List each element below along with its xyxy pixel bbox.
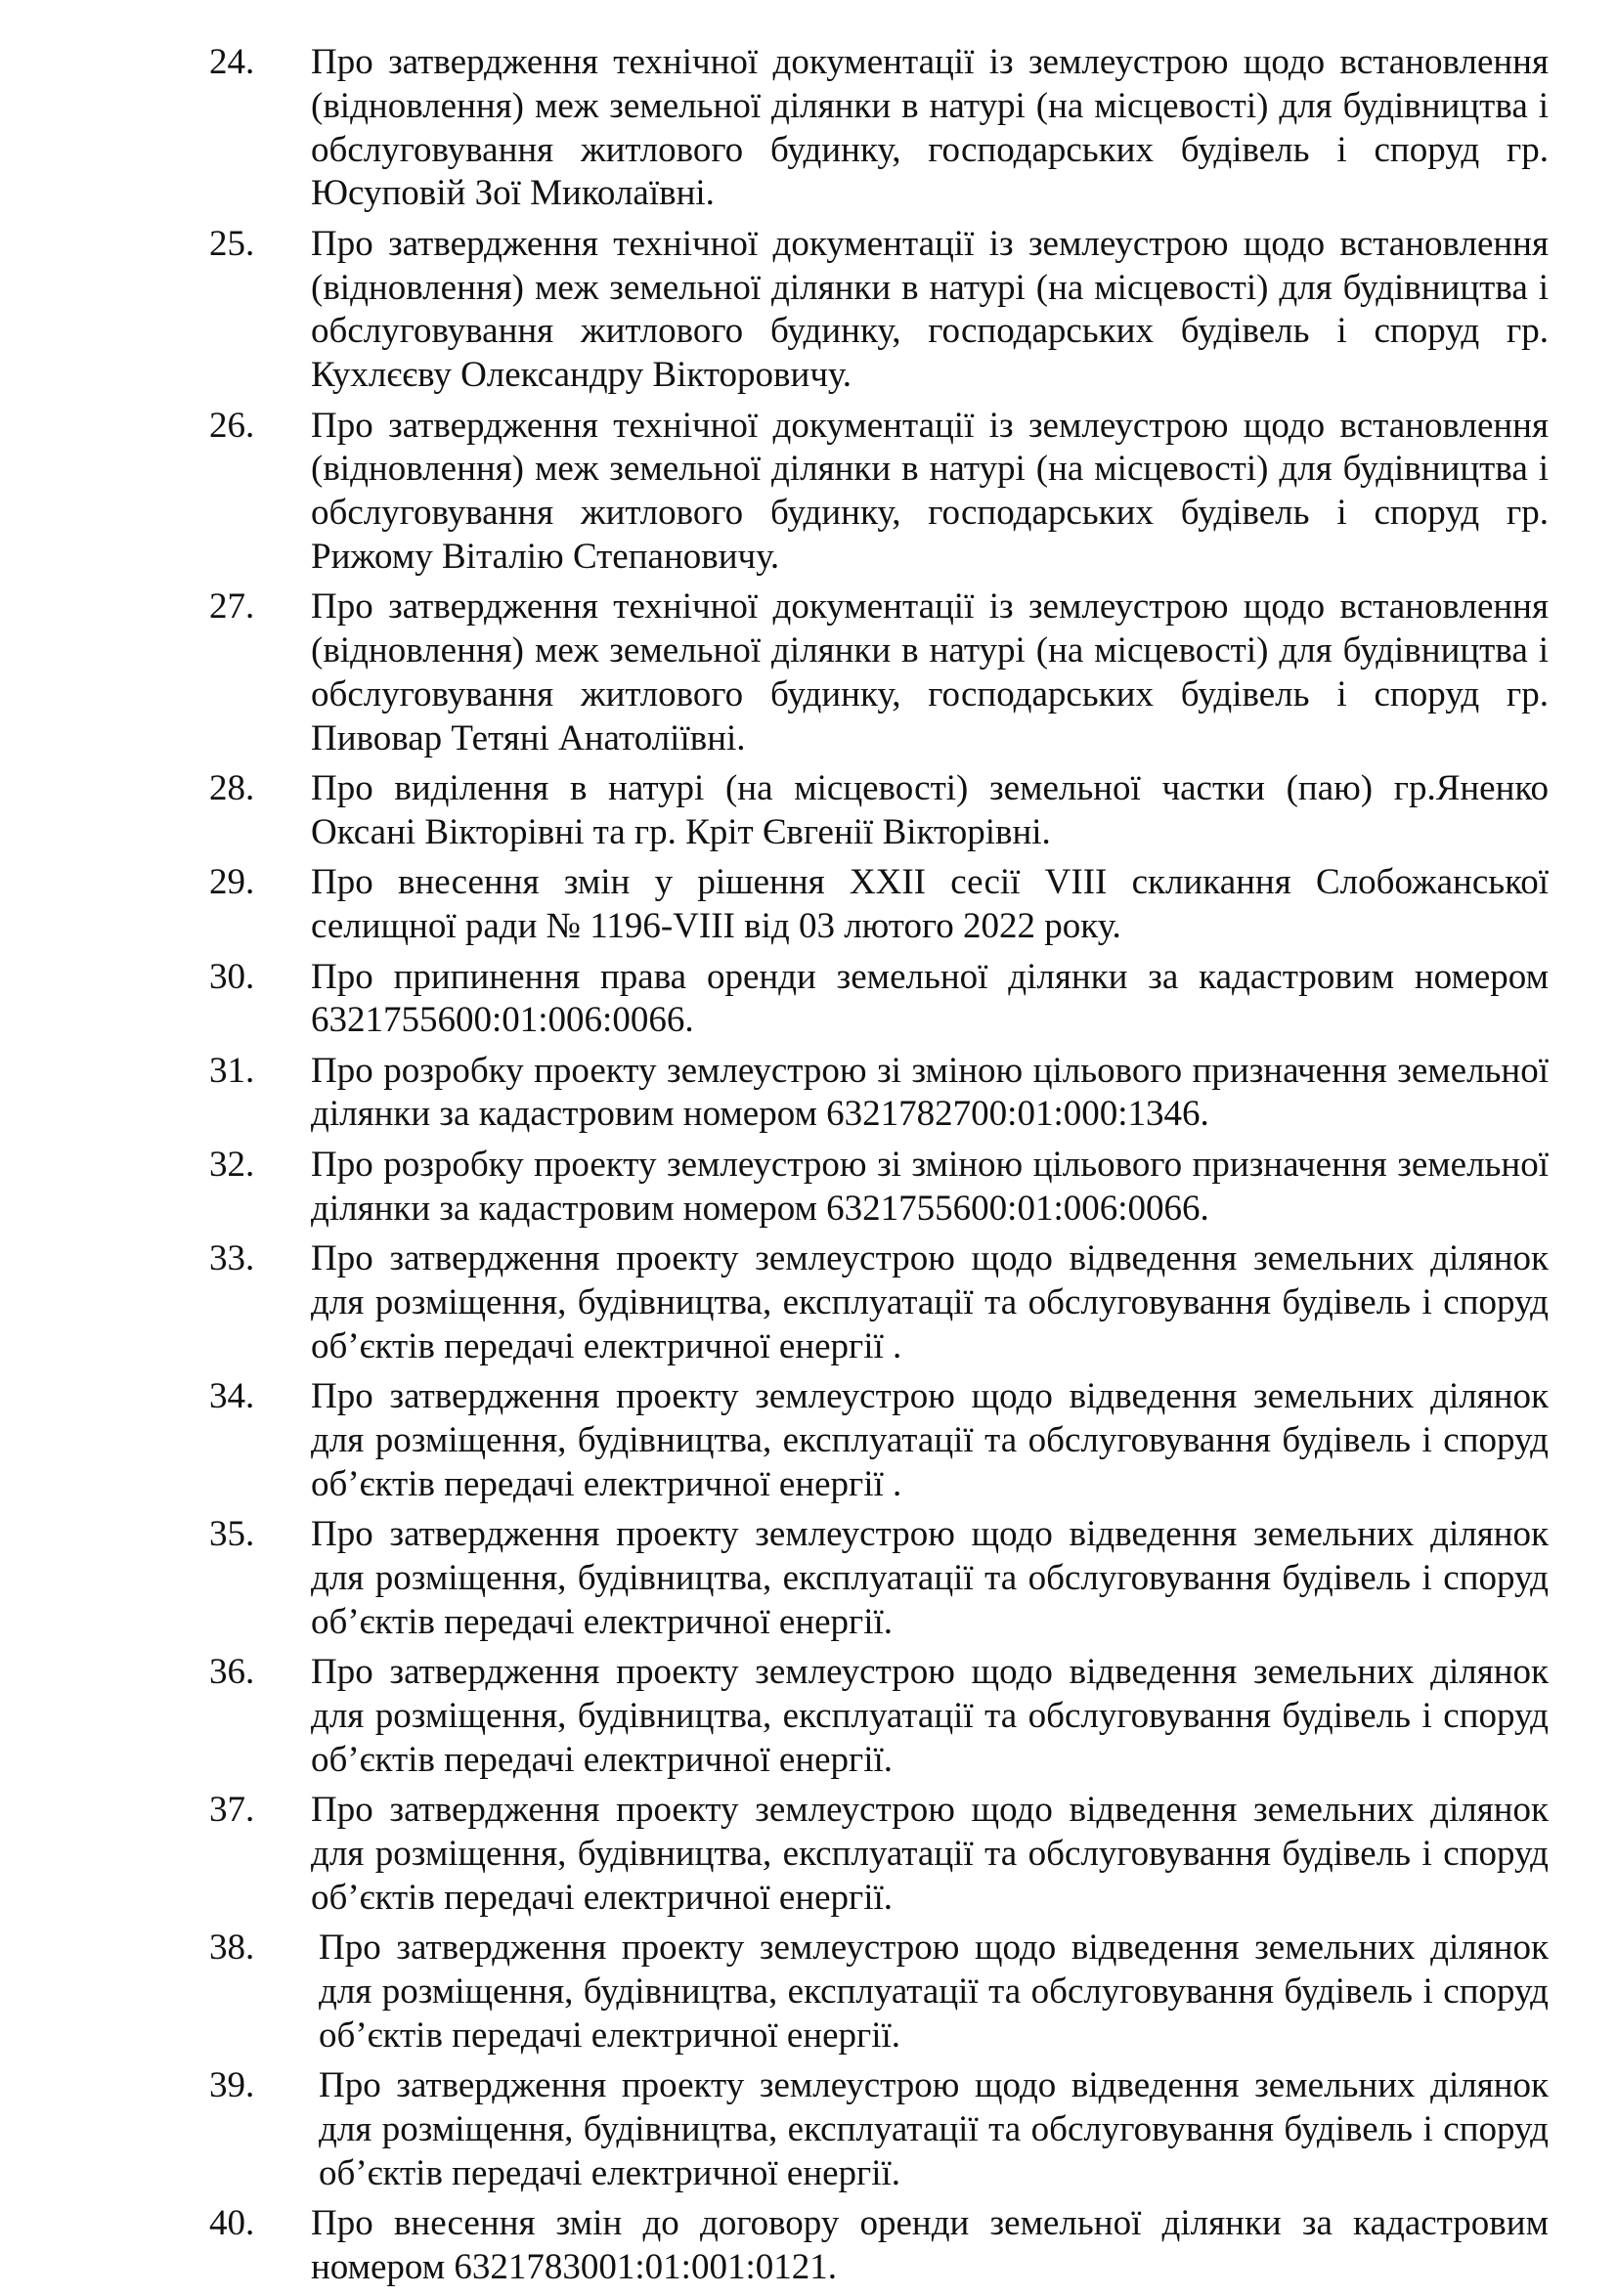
item-text: Про затвердження проекту землеустрою щодо відведення земельних ділянок для розміщення, будівництва, експлуатації та обслуговування будівель і споруд об’єктів передачі електричної енергії .: [311, 1376, 1549, 1504]
item-number: 38.: [209, 1927, 255, 1968]
item-number: 36.: [209, 1652, 255, 1693]
item-number: 34.: [209, 1376, 255, 1417]
item-number: 25.: [209, 223, 255, 264]
item-number: 30.: [209, 956, 255, 997]
item-text: Про затвердження технічної документації із землеустрою щодо встановлення (відновлення) меж земельної ділянки в натурі (на місцевості) для будівництва і обслуговування житлового будинку, господарських будівель і споруд гр. Рижому Віталію Степановичу.: [311, 405, 1549, 577]
agenda-item-31: [209, 1050, 1549, 1138]
agenda-item-38: [209, 1927, 1549, 2058]
item-text: Про затвердження проекту землеустрою щодо відведення земельних ділянок для розміщення, будівництва, експлуатації та обслуговування будівель і споруд об’єктів передачі електричної енергії .: [311, 1238, 1549, 1366]
item-number: 35.: [209, 1514, 255, 1555]
item-text: Про затвердження технічної документації із землеустрою щодо встановлення (відновлення) меж земельної ділянки в натурі (на місцевості) для будівництва і обслуговування житлового будинку, господарських будівель і споруд гр. Юсуповій Зої Миколаївні.: [311, 42, 1549, 214]
item-number: 26.: [209, 405, 255, 446]
agenda-item-36: [209, 1651, 1549, 1782]
agenda-list: [209, 41, 1549, 2296]
item-text: Про затвердження проекту землеустрою щодо відведення земельних ділянок для розміщення, будівництва, експлуатації та обслуговування будівель і споруд об’єктів передачі електричної енергії.: [319, 1927, 1549, 2056]
item-text: Про затвердження проекту землеустрою щодо відведення земельних ділянок для розміщення, будівництва, експлуатації та обслуговування будівель і споруд об’єктів передачі електричної енергії.: [311, 1790, 1549, 1918]
agenda-item-33: [209, 1237, 1549, 1368]
item-text: Про затвердження проекту землеустрою щодо відведення земельних ділянок для розміщення, будівництва, експлуатації та обслуговування будівель і споруд об’єктів передачі електричної енергії.: [311, 1514, 1549, 1642]
agenda-item-28: [209, 767, 1549, 855]
item-number: 27.: [209, 586, 255, 628]
item-text: Про затвердження проекту землеустрою щодо відведення земельних ділянок для розміщення, будівництва, експлуатації та обслуговування будівель і споруд об’єктів передачі електричної енергії.: [319, 2064, 1549, 2193]
item-text: Про затвердження технічної документації із землеустрою щодо встановлення (відновлення) меж земельної ділянки в натурі (на місцевості) для будівництва і обслуговування житлового будинку, господарських будівель і споруд гр. Кухлєєву Олександру Вікторовичу.: [311, 223, 1549, 396]
agenda-item-39: [209, 2064, 1549, 2195]
item-text: Про затвердження проекту землеустрою щодо відведення земельних ділянок для розміщення, будівництва, експлуатації та обслуговування будівель і споруд об’єктів передачі електричної енергії.: [311, 1652, 1549, 1780]
item-text: Про затвердження технічної документації із землеустрою щодо встановлення (відновлення) меж земельної ділянки в натурі (на місцевості) для будівництва і обслуговування житлового будинку, господарських будівель і споруд гр. Пивовар Тетяні Анатоліївні.: [311, 586, 1549, 758]
item-number: 37.: [209, 1790, 255, 1830]
item-text: Про виділення в натурі (на місцевості) земельної частки (паю) гр.Яненко Оксані Вікторівні та гр. Кріт Євгенії Вікторівні.: [311, 768, 1549, 852]
agenda-item-34: [209, 1375, 1549, 1506]
item-number: 28.: [209, 768, 255, 809]
item-text: Про припинення права оренди земельної ділянки за кадастровим номером 6321755600:01:006:0066.: [311, 956, 1549, 1041]
agenda-item-29: [209, 861, 1549, 949]
agenda-item-32: [209, 1144, 1549, 1232]
item-number: 33.: [209, 1238, 255, 1279]
agenda-item-40: [209, 2202, 1549, 2290]
item-number: 24.: [209, 42, 255, 82]
agenda-item-24: [209, 41, 1549, 216]
agenda-item-26: [209, 405, 1549, 580]
item-text: Про розробку проекту землеустрою зі зміною цільового призначення земельної ділянки за кадастровим номером 6321782700:01:000:1346.: [311, 1050, 1549, 1135]
agenda-item-37: [209, 1789, 1549, 1920]
item-text: Про внесення змін у рішення XXII сесії VIII скликання Слобожанської селищної ради № 1196-VIII від 03 лютого 2022 року.: [311, 862, 1549, 947]
item-number: 29.: [209, 862, 255, 903]
item-number: 39.: [209, 2064, 255, 2105]
agenda-item-25: [209, 223, 1549, 398]
item-number: 31.: [209, 1050, 255, 1091]
item-text: Про внесення змін до договору оренди земельної ділянки за кадастровим номером 6321783001:01:001:0121.: [311, 2202, 1549, 2287]
item-text: Про розробку проекту землеустрою зі зміною цільового призначення земельної ділянки за кадастровим номером 6321755600:01:006:0066.: [311, 1144, 1549, 1229]
agenda-item-35: [209, 1513, 1549, 1644]
item-number: 40.: [209, 2202, 255, 2243]
item-number: 32.: [209, 1144, 255, 1185]
agenda-item-27: [209, 585, 1549, 760]
agenda-item-30: [209, 956, 1549, 1044]
